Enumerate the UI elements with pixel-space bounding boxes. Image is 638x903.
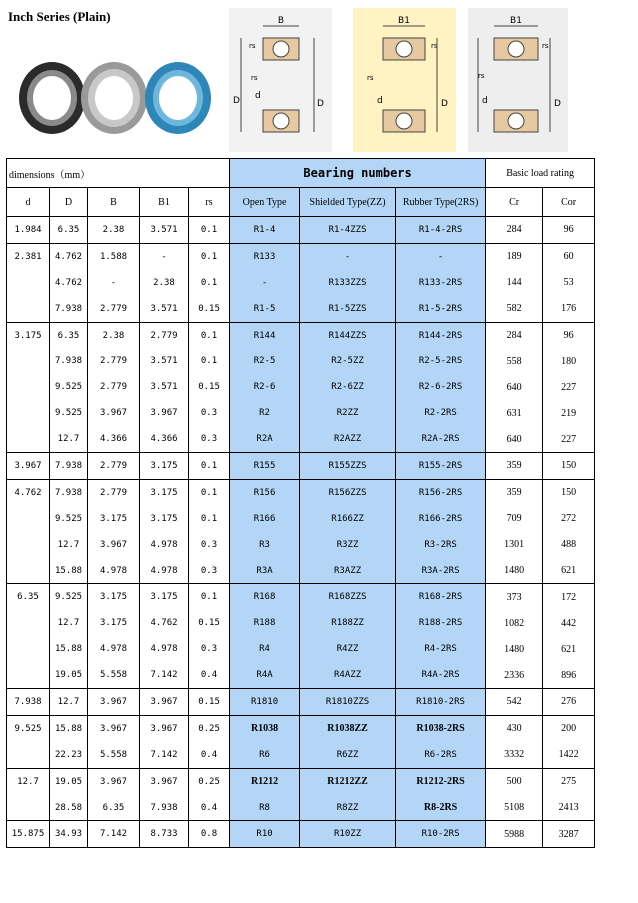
b1-dimension-label: B1: [510, 16, 522, 26]
col-rubber-type-cell: R2-6-2RS: [396, 374, 486, 400]
col-shielded-type-cell: R156ZZS: [300, 479, 396, 505]
col-rs-cell: 0.4: [189, 662, 230, 688]
col-big-d-cell: 4.762: [50, 270, 88, 296]
col-cor-cell: 2413: [543, 795, 595, 821]
col-rs-cell: 0.8: [189, 821, 230, 848]
col-cr-cell: 3332: [486, 742, 543, 768]
table-row: [7, 270, 595, 296]
col-rs-cell: 0.1: [189, 270, 230, 296]
col-b-cell: 3.175: [88, 506, 140, 532]
col-b-cell: -: [88, 270, 140, 296]
col-rs-cell: 0.4: [189, 795, 230, 821]
col-rubber-type-cell: R1212-2RS: [396, 768, 486, 794]
col-d-cell: 15.875: [7, 821, 50, 848]
col-big-d-cell: 6.35: [50, 217, 88, 244]
col-b-cell: 2.38: [88, 322, 140, 348]
col-rs-cell: 0.1: [189, 479, 230, 505]
col-big-d-cell: 15.88: [50, 715, 88, 741]
table-row: [7, 506, 595, 532]
col-open-type-cell: R168: [230, 584, 300, 610]
col-d-cell: [7, 532, 50, 558]
col-d-cell: [7, 400, 50, 426]
col-rubber-type-cell: R4-2RS: [396, 636, 486, 662]
col-rubber-type-header: Rubber Type(2RS): [396, 188, 486, 217]
col-cr-cell: 2336: [486, 662, 543, 688]
col-cor-cell: 150: [543, 479, 595, 505]
col-big-d-cell: 9.525: [50, 584, 88, 610]
col-cor-cell: 621: [543, 558, 595, 584]
col-d-cell: 1.984: [7, 217, 50, 244]
col-rubber-type-cell: R4A-2RS: [396, 662, 486, 688]
big-d-label: D: [441, 99, 448, 109]
col-rs-header: rs: [189, 188, 230, 217]
shielded-type-diagram: [353, 8, 456, 152]
col-shielded-type-cell: R144ZZS: [300, 322, 396, 348]
col-d-cell: [7, 270, 50, 296]
col-b1-cell: 3.967: [140, 715, 189, 741]
col-cr-cell: 144: [486, 270, 543, 296]
col-cor-cell: 150: [543, 453, 595, 480]
col-shielded-type-cell: R3AZZ: [300, 558, 396, 584]
col-rs-cell: 0.25: [189, 715, 230, 741]
col-b1-cell: 3.571: [140, 296, 189, 322]
col-rubber-type-cell: R1-5-2RS: [396, 296, 486, 322]
col-rs-cell: 0.15: [189, 689, 230, 716]
col-d-cell: 4.762: [7, 479, 50, 505]
table-row: [7, 532, 595, 558]
col-rubber-type-cell: -: [396, 243, 486, 269]
col-cr-cell: 1480: [486, 636, 543, 662]
table-row: [7, 479, 595, 505]
table-row: [7, 217, 595, 244]
table-row: [7, 584, 595, 610]
col-b1-cell: 3.967: [140, 689, 189, 716]
col-b1-cell: 3.175: [140, 479, 189, 505]
rs-label-lower: rs: [251, 74, 258, 82]
col-rs-cell: 0.25: [189, 768, 230, 794]
col-shielded-type-cell: R2-5ZZ: [300, 348, 396, 374]
col-rs-cell: 0.3: [189, 426, 230, 452]
col-b1-cell: 3.967: [140, 400, 189, 426]
col-cr-cell: 359: [486, 453, 543, 480]
col-shielded-type-cell: R2-6ZZ: [300, 374, 396, 400]
col-cor-cell: 896: [543, 662, 595, 688]
col-cor-cell: 180: [543, 348, 595, 374]
small-d-label: d: [377, 96, 383, 106]
col-big-d-cell: 12.7: [50, 426, 88, 452]
col-b-cell: 2.779: [88, 296, 140, 322]
col-open-type-cell: R2-5: [230, 348, 300, 374]
col-cor-cell: 276: [543, 689, 595, 716]
col-open-type-cell: R144: [230, 322, 300, 348]
col-rs-cell: 0.1: [189, 453, 230, 480]
col-open-type-cell: R1-4: [230, 217, 300, 244]
col-cor-cell: 219: [543, 400, 595, 426]
col-b-cell: 2.779: [88, 348, 140, 374]
col-big-d-cell: 7.938: [50, 453, 88, 480]
rs-label: rs: [542, 42, 549, 50]
small-d-label: d: [482, 96, 488, 106]
col-rs-cell: 0.1: [189, 506, 230, 532]
col-b1-cell: 3.571: [140, 374, 189, 400]
col-d-cell: [7, 742, 50, 768]
col-rs-cell: 0.3: [189, 532, 230, 558]
table-row: [7, 453, 595, 480]
col-d-cell: [7, 795, 50, 821]
col-rs-cell: 0.1: [189, 348, 230, 374]
col-cor-cell: 96: [543, 217, 595, 244]
col-open-type-cell: R2: [230, 400, 300, 426]
col-rs-cell: 0.3: [189, 558, 230, 584]
table-row: [7, 610, 595, 636]
col-b1-cell: 3.967: [140, 768, 189, 794]
load-rating-header: Basic load rating: [486, 159, 595, 188]
col-rubber-type-cell: R166-2RS: [396, 506, 486, 532]
col-cr-cell: 640: [486, 374, 543, 400]
col-cr-cell: 5988: [486, 821, 543, 848]
col-cor-cell: 1422: [543, 742, 595, 768]
col-big-d-cell: 28.58: [50, 795, 88, 821]
col-shielded-type-cell: R4AZZ: [300, 662, 396, 688]
col-cr-cell: 1301: [486, 532, 543, 558]
col-cor-cell: 96: [543, 322, 595, 348]
col-d-cell: [7, 610, 50, 636]
col-b-cell: 4.978: [88, 636, 140, 662]
table-row: [7, 662, 595, 688]
col-rubber-type-cell: R2A-2RS: [396, 426, 486, 452]
col-b1-cell: 3.175: [140, 453, 189, 480]
col-d-cell: [7, 348, 50, 374]
col-big-d-cell: 9.525: [50, 374, 88, 400]
col-b-cell: 2.38: [88, 217, 140, 244]
col-d-cell: 6.35: [7, 584, 50, 610]
col-cor-cell: 176: [543, 296, 595, 322]
col-b-header: B: [88, 188, 140, 217]
col-cor-cell: 227: [543, 426, 595, 452]
table-row: [7, 636, 595, 662]
col-b1-cell: 2.779: [140, 322, 189, 348]
col-cr-cell: 430: [486, 715, 543, 741]
col-rs-cell: 0.3: [189, 400, 230, 426]
col-d-cell: [7, 374, 50, 400]
col-cor-cell: 275: [543, 768, 595, 794]
col-open-type-cell: R3A: [230, 558, 300, 584]
table-row: [7, 374, 595, 400]
col-b1-cell: 7.142: [140, 662, 189, 688]
col-b1-cell: 4.762: [140, 610, 189, 636]
col-rubber-type-cell: R133-2RS: [396, 270, 486, 296]
col-rubber-type-cell: R156-2RS: [396, 479, 486, 505]
col-cor-cell: 200: [543, 715, 595, 741]
col-big-d-cell: 9.525: [50, 400, 88, 426]
col-b-cell: 3.175: [88, 610, 140, 636]
col-rubber-type-cell: R2-5-2RS: [396, 348, 486, 374]
open-type-diagram: [229, 8, 332, 152]
col-open-type-cell: R1038: [230, 715, 300, 741]
col-cr-cell: 359: [486, 479, 543, 505]
col-shielded-type-cell: R168ZZS: [300, 584, 396, 610]
col-rs-cell: 0.15: [189, 610, 230, 636]
page-title: Inch Series (Plain): [8, 9, 111, 24]
col-big-d-cell: 15.88: [50, 558, 88, 584]
col-b-cell: 5.558: [88, 742, 140, 768]
col-d-cell: [7, 426, 50, 452]
col-rubber-type-cell: R3-2RS: [396, 532, 486, 558]
col-open-type-cell: R156: [230, 479, 300, 505]
col-rubber-type-cell: R168-2RS: [396, 584, 486, 610]
col-open-type-cell: R10: [230, 821, 300, 848]
col-b1-cell: 7.142: [140, 742, 189, 768]
col-b-cell: 3.967: [88, 715, 140, 741]
col-big-d-cell: 12.7: [50, 532, 88, 558]
col-b1-cell: 2.38: [140, 270, 189, 296]
col-shielded-type-cell: R166ZZ: [300, 506, 396, 532]
col-b1-cell: 4.978: [140, 636, 189, 662]
col-b-cell: 4.366: [88, 426, 140, 452]
col-cor-cell: 227: [543, 374, 595, 400]
col-shielded-type-cell: R4ZZ: [300, 636, 396, 662]
col-shielded-type-cell: R133ZZS: [300, 270, 396, 296]
col-d-cell: 12.7: [7, 768, 50, 794]
col-b-cell: 2.779: [88, 374, 140, 400]
col-b-cell: 3.175: [88, 584, 140, 610]
col-cor-cell: 488: [543, 532, 595, 558]
col-cr-cell: 1480: [486, 558, 543, 584]
table-row: [7, 296, 595, 322]
col-rs-cell: 0.1: [189, 217, 230, 244]
col-rubber-type-cell: R188-2RS: [396, 610, 486, 636]
col-open-type-cell: R2A: [230, 426, 300, 452]
col-big-d-header: D: [50, 188, 88, 217]
col-open-type-cell: R4: [230, 636, 300, 662]
col-big-d-cell: 34.93: [50, 821, 88, 848]
col-open-type-cell: R8: [230, 795, 300, 821]
col-cor-cell: 442: [543, 610, 595, 636]
rs-label-lower: rs: [478, 72, 485, 80]
col-open-type-cell: R2-6: [230, 374, 300, 400]
table-row: [7, 558, 595, 584]
col-big-d-cell: 19.05: [50, 768, 88, 794]
col-b1-cell: 8.733: [140, 821, 189, 848]
b1-dimension-label: B1: [398, 16, 410, 26]
col-shielded-type-cell: R2ZZ: [300, 400, 396, 426]
table-row: [7, 795, 595, 821]
table-row: [7, 821, 595, 848]
col-d-cell: 7.938: [7, 689, 50, 716]
col-rubber-type-cell: R8-2RS: [396, 795, 486, 821]
col-open-type-cell: R188: [230, 610, 300, 636]
col-shielded-type-cell: R1212ZZ: [300, 768, 396, 794]
table-row: [7, 426, 595, 452]
col-cor-cell: 53: [543, 270, 595, 296]
rs-label-lower: rs: [367, 74, 374, 82]
col-open-type-cell: R1810: [230, 689, 300, 716]
b-dimension-label: B: [277, 16, 285, 26]
col-rs-cell: 0.3: [189, 636, 230, 662]
col-rubber-type-cell: R155-2RS: [396, 453, 486, 480]
col-big-d-cell: 4.762: [50, 243, 88, 269]
col-cr-cell: 1082: [486, 610, 543, 636]
col-b-cell: 1.588: [88, 243, 140, 269]
col-b-cell: 2.779: [88, 453, 140, 480]
col-open-type-cell: R133: [230, 243, 300, 269]
bearing-numbers-header: Bearing numbers: [230, 159, 486, 188]
col-cor-cell: 60: [543, 243, 595, 269]
col-b1-cell: -: [140, 243, 189, 269]
col-b1-cell: 7.938: [140, 795, 189, 821]
col-big-d-cell: 7.938: [50, 348, 88, 374]
col-shielded-type-cell: -: [300, 243, 396, 269]
col-rs-cell: 0.4: [189, 742, 230, 768]
col-b-cell: 2.779: [88, 479, 140, 505]
col-d-cell: 2.381: [7, 243, 50, 269]
col-shielded-type-cell: R3ZZ: [300, 532, 396, 558]
big-d-label: D: [233, 96, 240, 106]
col-shielded-type-cell: R1038ZZ: [300, 715, 396, 741]
rs-label: rs: [431, 42, 438, 50]
bearing-table: [6, 158, 595, 848]
col-cr-cell: 558: [486, 348, 543, 374]
col-d-cell: [7, 662, 50, 688]
col-cr-cell: 640: [486, 426, 543, 452]
col-d-header: d: [7, 188, 50, 217]
col-b-cell: 5.558: [88, 662, 140, 688]
col-big-d-cell: 22.23: [50, 742, 88, 768]
col-d-cell: [7, 636, 50, 662]
col-open-type-cell: R155: [230, 453, 300, 480]
col-b1-cell: 3.175: [140, 506, 189, 532]
table-row: [7, 400, 595, 426]
table-row: [7, 768, 595, 794]
col-d-cell: [7, 296, 50, 322]
col-b1-header: B1: [140, 188, 189, 217]
col-rubber-type-cell: R3A-2RS: [396, 558, 486, 584]
col-b1-cell: 4.978: [140, 558, 189, 584]
col-cor-header: Cor: [543, 188, 595, 217]
col-rs-cell: 0.1: [189, 243, 230, 269]
col-open-type-cell: R6: [230, 742, 300, 768]
col-rs-cell: 0.1: [189, 322, 230, 348]
col-open-type-cell: -: [230, 270, 300, 296]
col-big-d-cell: 6.35: [50, 322, 88, 348]
col-b-cell: 6.35: [88, 795, 140, 821]
col-cr-cell: 631: [486, 400, 543, 426]
col-rs-cell: 0.15: [189, 374, 230, 400]
big-d-label: D: [554, 99, 561, 109]
col-cr-cell: 284: [486, 217, 543, 244]
col-rubber-type-cell: R1-4-2RS: [396, 217, 486, 244]
col-big-d-cell: 7.938: [50, 296, 88, 322]
col-shielded-type-cell: R10ZZ: [300, 821, 396, 848]
table-row: [7, 689, 595, 716]
col-b1-cell: 4.366: [140, 426, 189, 452]
col-rs-cell: 0.15: [189, 296, 230, 322]
col-b-cell: 7.142: [88, 821, 140, 848]
col-cr-header: Cr: [486, 188, 543, 217]
col-cor-cell: 272: [543, 506, 595, 532]
col-rubber-type-cell: R10-2RS: [396, 821, 486, 848]
col-open-type-header: Open Type: [230, 188, 300, 217]
col-b1-cell: 4.978: [140, 532, 189, 558]
col-rubber-type-cell: R1038-2RS: [396, 715, 486, 741]
table-row: [7, 322, 595, 348]
col-b-cell: 4.978: [88, 558, 140, 584]
col-b1-cell: 3.571: [140, 348, 189, 374]
big-d-label-right: D: [317, 99, 324, 109]
col-big-d-cell: 12.7: [50, 689, 88, 716]
col-cor-cell: 3287: [543, 821, 595, 848]
col-open-type-cell: R3: [230, 532, 300, 558]
rs-label: rs: [249, 42, 256, 50]
col-shielded-type-cell: R1-5ZZS: [300, 296, 396, 322]
col-d-cell: 9.525: [7, 715, 50, 741]
col-cor-cell: 621: [543, 636, 595, 662]
col-d-cell: [7, 506, 50, 532]
col-shielded-type-cell: R1810ZZS: [300, 689, 396, 716]
col-b-cell: 3.967: [88, 532, 140, 558]
col-cr-cell: 189: [486, 243, 543, 269]
col-open-type-cell: R4A: [230, 662, 300, 688]
col-b-cell: 3.967: [88, 689, 140, 716]
col-cr-cell: 709: [486, 506, 543, 532]
col-cr-cell: 500: [486, 768, 543, 794]
col-shielded-type-cell: R8ZZ: [300, 795, 396, 821]
table-row: [7, 742, 595, 768]
table-row: [7, 243, 595, 269]
col-rubber-type-cell: R1810-2RS: [396, 689, 486, 716]
table-row: [7, 348, 595, 374]
rubber-type-diagram: [468, 8, 568, 152]
col-big-d-cell: 12.7: [50, 610, 88, 636]
col-d-cell: 3.175: [7, 322, 50, 348]
col-big-d-cell: 7.938: [50, 479, 88, 505]
col-b1-cell: 3.175: [140, 584, 189, 610]
col-big-d-cell: 15.88: [50, 636, 88, 662]
col-cr-cell: 284: [486, 322, 543, 348]
col-shielded-type-header: Shielded Type(ZZ): [300, 188, 396, 217]
col-big-d-cell: 19.05: [50, 662, 88, 688]
small-d-label: d: [255, 91, 261, 101]
col-rubber-type-cell: R144-2RS: [396, 322, 486, 348]
col-b1-cell: 3.571: [140, 217, 189, 244]
col-big-d-cell: 9.525: [50, 506, 88, 532]
col-open-type-cell: R1-5: [230, 296, 300, 322]
col-shielded-type-cell: R188ZZ: [300, 610, 396, 636]
col-cr-cell: 5108: [486, 795, 543, 821]
col-cor-cell: 172: [543, 584, 595, 610]
col-shielded-type-cell: R155ZZS: [300, 453, 396, 480]
col-d-cell: 3.967: [7, 453, 50, 480]
col-cr-cell: 373: [486, 584, 543, 610]
col-cr-cell: 582: [486, 296, 543, 322]
col-d-cell: [7, 558, 50, 584]
col-rs-cell: 0.1: [189, 584, 230, 610]
col-shielded-type-cell: R1-4ZZS: [300, 217, 396, 244]
col-b-cell: 3.967: [88, 768, 140, 794]
dimensions-header: dimensions（mm）: [7, 159, 230, 188]
col-shielded-type-cell: R6ZZ: [300, 742, 396, 768]
col-open-type-cell: R1212: [230, 768, 300, 794]
col-rubber-type-cell: R6-2RS: [396, 742, 486, 768]
col-b-cell: 3.967: [88, 400, 140, 426]
col-shielded-type-cell: R2AZZ: [300, 426, 396, 452]
col-open-type-cell: R166: [230, 506, 300, 532]
col-rubber-type-cell: R2-2RS: [396, 400, 486, 426]
bearing-photo: [12, 48, 220, 148]
col-cr-cell: 542: [486, 689, 543, 716]
table-row: [7, 715, 595, 741]
